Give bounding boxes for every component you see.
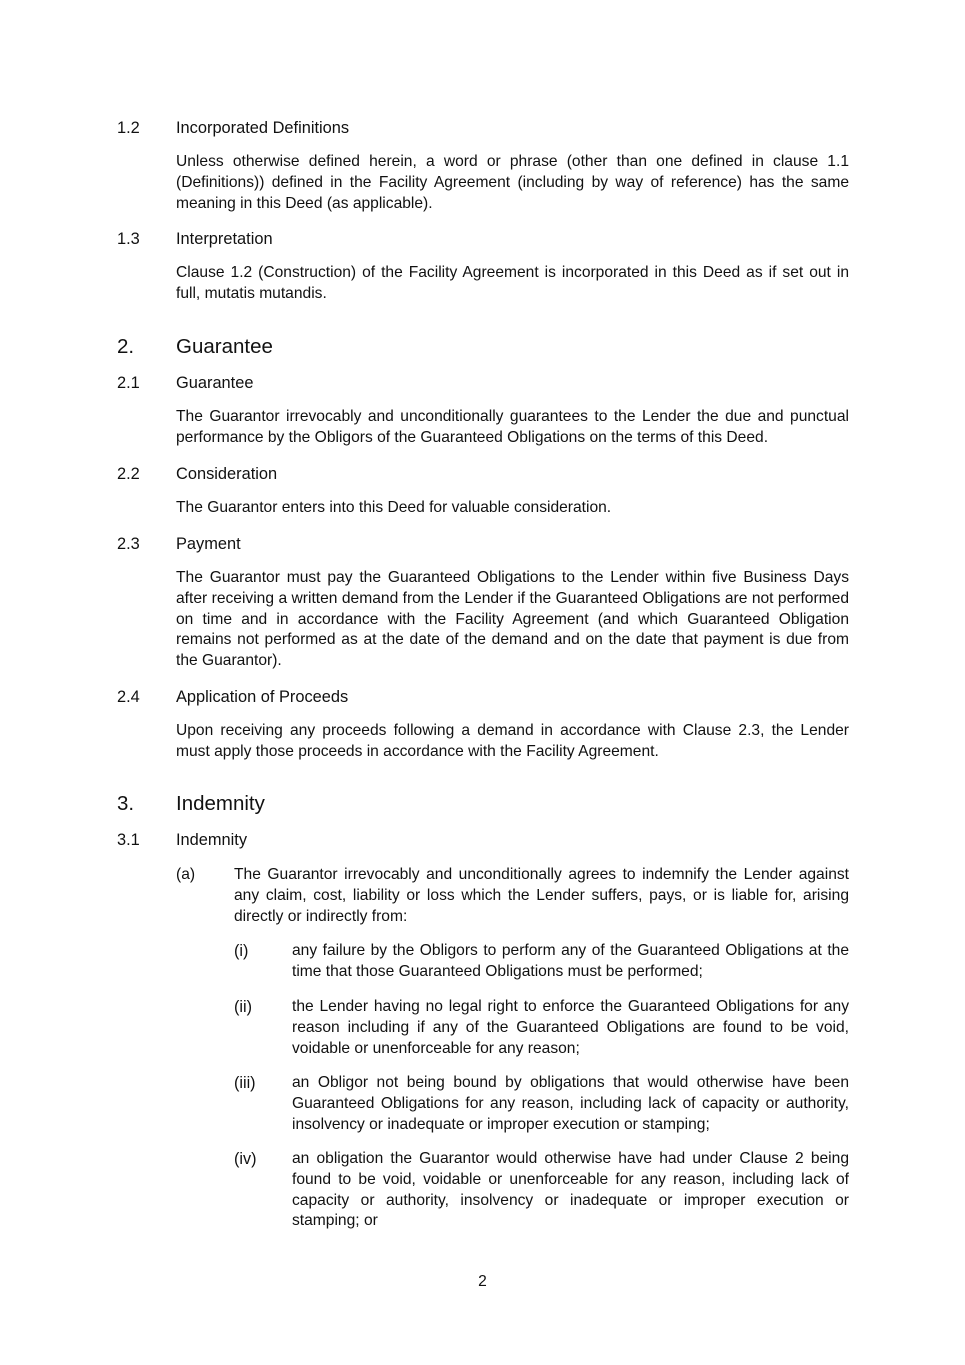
clause-number: 1.3 (117, 230, 140, 248)
section-number: 2. (117, 335, 135, 358)
sub-clause-text: The Guarantor irrevocably and unconditionally agrees to indemnify the Lender against any claim, cost, liability or loss which the Lender suffers, pays, or is liable for, arising directly or indirectly from: (234, 866, 849, 925)
list-item-text: any failure by the Obligors to perform any of the Guaranteed Obligations at the time that those Guaranteed Obligations must be performed; (292, 942, 849, 980)
list-item-label: (iv) (234, 1150, 257, 1168)
clause-number: 2.3 (117, 535, 140, 553)
section-number: 3. (117, 792, 135, 815)
clause-title: Guarantee (176, 374, 254, 392)
clause-body-2-2: The Guarantor enters into this Deed for valuable consideration. (176, 499, 612, 516)
sub-clause-label: (a) (176, 866, 196, 883)
clause-number: 3.1 (117, 831, 140, 849)
clause-number: 1.2 (117, 119, 140, 137)
list-item-text: an Obligor not being bound by obligations that would otherwise have been Guaranteed Obligations for any reason, including lack of capacity or authority, insolvency or inadequate or improper execution or stamping; (292, 1074, 849, 1133)
list-item-text: the Lender having no legal right to enforce the Guaranteed Obligations for any reason including if any of the Guaranteed Obligations are found to be void, voidable or unenforceable for any reason; (292, 998, 849, 1057)
clause-title: Indemnity (176, 831, 248, 849)
clause-body-1-3: Clause 1.2 (Construction) of the Facility Agreement is incorporated in this Deed as if set out in full, mutatis mutandis. (176, 264, 849, 302)
list-item-label: (i) (234, 942, 249, 960)
page-number: 2 (478, 1273, 487, 1290)
clause-title: Consideration (176, 465, 278, 483)
clause-body-2-4: Upon receiving any proceeds following a demand in accordance with Clause 2.3, the Lender must apply those proceeds in accordance with the Facility Agreement. (176, 722, 849, 760)
clause-title: Application of Proceeds (176, 688, 349, 706)
section-title: Indemnity (176, 792, 265, 815)
clause-body-1-2: Unless otherwise defined herein, a word or phrase (other than one defined in clause 1.1 (Definitions)) defined in the Facility Agreement (including by way of reference) has the same meaning in this Deed (as applicable). (176, 153, 849, 212)
clause-number: 2.1 (117, 374, 140, 392)
clause-number: 2.4 (117, 688, 140, 706)
clause-number: 2.2 (117, 465, 140, 483)
list-item-label: (ii) (234, 998, 252, 1016)
list-item-text: an obligation the Guarantor would otherwise have had under Clause 2 being found to be void, voidable or unenforceable for any reason, including lack of capacity or authority, insolvency or inadequate or improper execution or stamping; or (292, 1150, 849, 1230)
clause-title: Interpretation (176, 230, 273, 248)
clause-body-2-3: The Guarantor must pay the Guaranteed Obligations to the Lender within five Business Days after receiving a written demand from the Lender if the Guaranteed Obligations are not performed on time and in accordance with the Facility Agreement (and which Guaranteed Obligation remains not performed as at the date of the demand and on the date that payment is due from the Guarantor). (176, 569, 849, 670)
list-item-label: (iii) (234, 1074, 256, 1092)
clause-title: Payment (176, 535, 241, 553)
section-title: Guarantee (176, 335, 273, 358)
clause-title: Incorporated Definitions (176, 119, 350, 137)
clause-body-2-1: The Guarantor irrevocably and unconditionally guarantees to the Lender the due and punctual performance by the Obligors of the Guaranteed Obligations on the terms of this Deed. (176, 408, 849, 446)
